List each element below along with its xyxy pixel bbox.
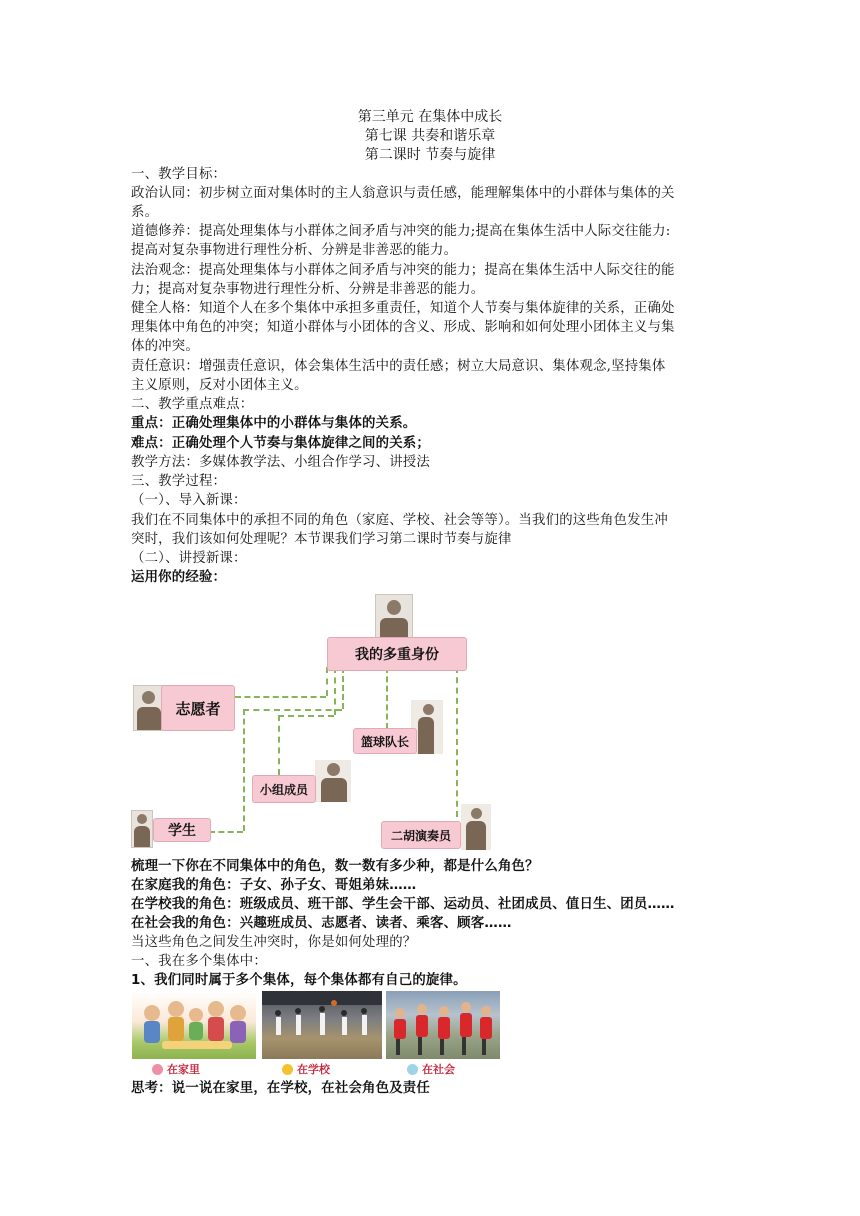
objective-person-line3: 体的冲突。 xyxy=(131,339,199,354)
diagram-center-label: 我的多重身份 xyxy=(327,637,467,671)
objective-moral-line1: 道德修养：提高处理集体与小群体之间矛盾与冲突的能力;提高在集体生活中人际交往能力: xyxy=(131,224,671,239)
think-prompt: 思考：说一说在家里，在学校，在社会角色及责任 xyxy=(131,1081,430,1096)
connector-line xyxy=(243,709,342,711)
connector-line xyxy=(342,667,344,709)
role-basketball-captain: 篮球队长 xyxy=(353,728,417,754)
tag-school xyxy=(282,1061,330,1077)
flower-icon xyxy=(152,1064,163,1075)
teaching-methods: 教学方法：多媒体教学法、小组合作学习、讲授法 xyxy=(131,455,430,470)
roles-family: 在家庭我的角色：子女、孙子女、哥姐弟妹…… xyxy=(131,878,417,893)
keypoints-heading: 二、教学重点难点： xyxy=(131,397,254,412)
connector-line xyxy=(278,715,334,717)
teach-heading: （二）、讲授新课： xyxy=(131,551,247,566)
roles-society: 在社会我的角色：兴趣班成员、志愿者、读者、乘客、顾客…… xyxy=(131,916,512,931)
connector-line xyxy=(456,667,458,817)
intro-line2: 突时，我们该如何处理呢？本节课我们学习第二课时节奏与旋律 xyxy=(131,532,512,547)
connector-line xyxy=(334,667,336,715)
difficulty-point: 难点：正确处理个人节奏与集体旋律之间的关系； xyxy=(131,436,430,451)
role-student: 学生 xyxy=(153,818,211,842)
tag-society-label: 在社会 xyxy=(422,1063,455,1076)
objective-political-line1: 政治认同：初步树立面对集体时的主人翁意识与责任感，能理解集体中的小群体与集体的关 xyxy=(131,186,675,201)
roles-conflict: 当这些角色之间发生冲突时，你是如何处理的？ xyxy=(131,935,417,950)
role-group-member: 小组成员 xyxy=(252,775,316,803)
school-basketball-photo xyxy=(262,991,382,1059)
objective-law-line1: 法治观念：提高处理集体与小群体之间矛盾与冲突的能力；提高在集体生活中人际交往的能 xyxy=(131,263,675,278)
experience-prompt: 运用你的经验： xyxy=(131,570,227,585)
objective-law-line2: 力；提高对复杂事物进行理性分析、分辨是非善恶的能力。 xyxy=(131,282,485,297)
intro-line1: 我们在不同集体中的承担不同的角色（家庭、学校、社会等等）。当我们的这些角色发生冲 xyxy=(131,513,668,528)
tag-society xyxy=(407,1061,455,1077)
objective-political-line2: 系。 xyxy=(131,205,159,220)
tag-home xyxy=(152,1061,200,1077)
intro-heading: （一）、导入新课： xyxy=(131,493,247,508)
role-volunteer: 志愿者 xyxy=(161,685,235,731)
family-photo xyxy=(132,991,256,1059)
lesson-title: 第七课 共奏和谐乐章 xyxy=(364,128,496,144)
objectives-heading: 一、教学目标： xyxy=(131,167,227,182)
snowflake-icon xyxy=(407,1064,418,1075)
process-heading: 三、教学过程： xyxy=(131,474,227,489)
role-erhu-player: 二胡演奏员 xyxy=(381,821,461,849)
connector-line xyxy=(326,667,328,696)
objective-person-line1: 健全人格：知道个人在多个集体中承担多重责任，知道个人节奏与集体旋律的关系，正确处 xyxy=(131,301,675,316)
roles-school: 在学校我的角色：班级成员、班干部、学生会干部、运动员、社团成员、值日生、团员…… xyxy=(131,897,675,912)
connector-line xyxy=(209,831,243,833)
connector-line xyxy=(278,715,280,775)
focus-point: 重点：正确处理集体中的小群体与集体的关系。 xyxy=(131,416,417,431)
period-title: 第二课时 节奏与旋律 xyxy=(364,147,496,163)
group-member-figure xyxy=(315,760,351,802)
objective-moral-line2: 提高对复杂事物进行理性分析、分辨是非善恶的能力。 xyxy=(131,243,458,258)
section-multiple-groups: 一、我在多个集体中： xyxy=(131,954,267,969)
roles-question: 梳理一下你在不同集体中的角色，数一数有多少种，都是什么角色？ xyxy=(131,859,539,874)
person-portrait xyxy=(375,594,413,640)
multiple-identities-diagram xyxy=(131,592,511,854)
badge-icon xyxy=(282,1064,293,1075)
tag-school-label: 在学校 xyxy=(297,1063,330,1076)
objective-resp-line2: 主义原则，反对小团体主义。 xyxy=(131,378,308,393)
student-figure xyxy=(131,810,153,848)
point-one: 1、我们同时属于多个集体，每个集体都有自己的旋律。 xyxy=(131,973,467,988)
connector-line xyxy=(386,667,388,729)
connector-line xyxy=(235,696,326,698)
tag-home-label: 在家里 xyxy=(167,1063,200,1076)
objective-resp-line1: 责任意识：增强责任意识，体会集体生活中的责任感；树立大局意识、集体观念,坚持集体 xyxy=(131,359,666,374)
erhu-player-figure xyxy=(461,804,491,850)
unit-title: 第三单元 在集体中成长 xyxy=(357,109,503,125)
connector-line xyxy=(243,709,245,831)
objective-person-line2: 理集体中角色的冲突；知道小群体与小团体的含义、形成、影响和如何处理小团体主义与集 xyxy=(131,320,675,335)
society-volunteers-photo xyxy=(386,991,500,1059)
